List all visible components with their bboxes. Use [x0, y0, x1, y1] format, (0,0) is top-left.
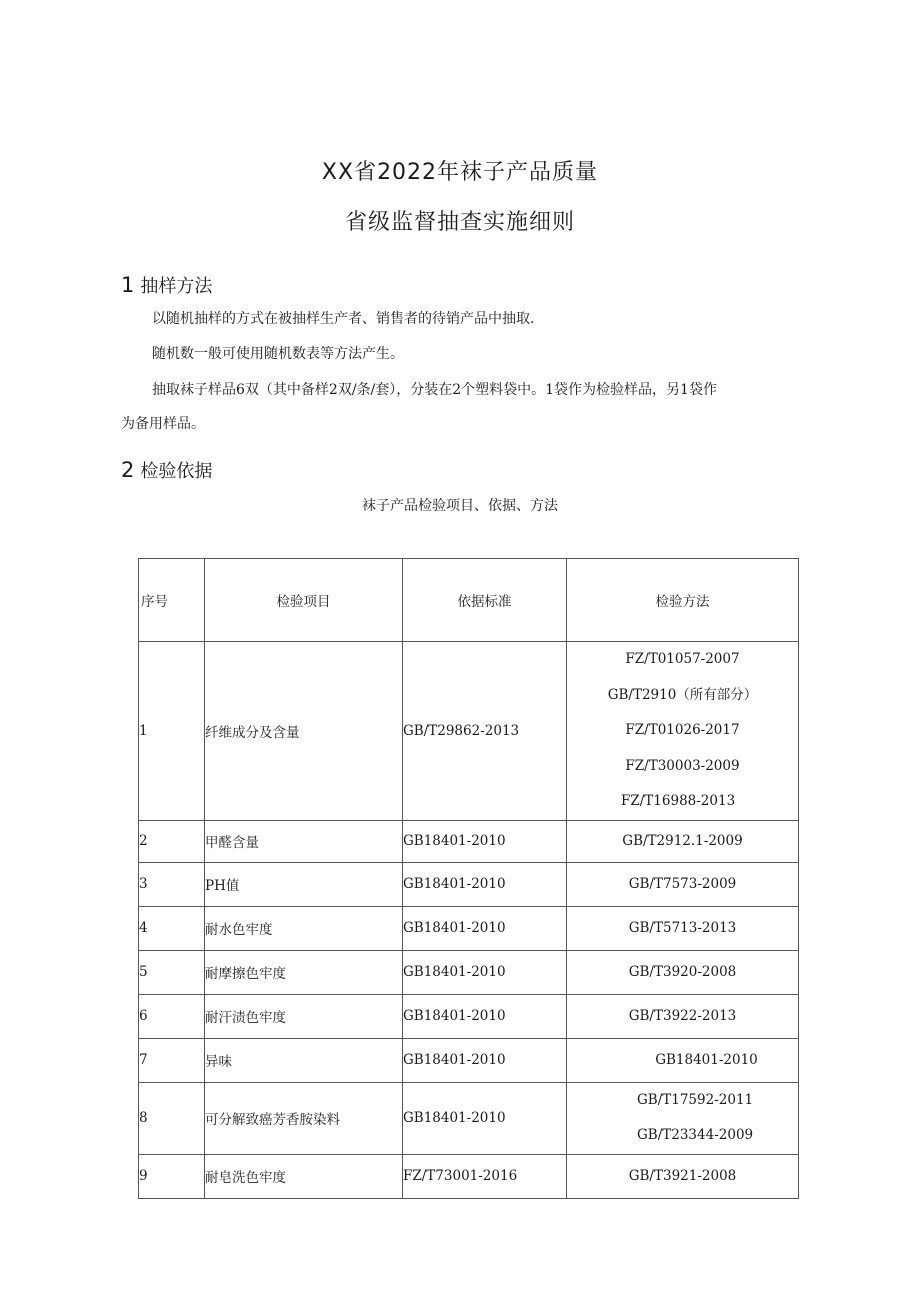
row-standard: GB/T29862-2013 [403, 642, 567, 821]
row-method: GB/T5713-2013 [567, 906, 799, 950]
row-item: 耐水色牢度 [205, 906, 403, 950]
section1-number: 1 [121, 273, 135, 297]
method-line: FZ/T01057-2007 [625, 651, 740, 667]
row-method: GB18401-2010 [567, 1038, 799, 1082]
row-seq: 1 [139, 642, 205, 821]
row-seq: 9 [139, 1154, 205, 1198]
method-line: FZ/T01026-2017 [625, 722, 740, 738]
table-row [139, 1082, 799, 1154]
row-method: GB/T3920-2008 [567, 950, 799, 994]
row-standard: GB18401-2010 [403, 950, 567, 994]
table-caption: 袜子产品检验项目、依据、方法 [362, 498, 558, 514]
row-standard: GB18401-2010 [403, 1038, 567, 1082]
method-line: FZ/T30003-2009 [625, 757, 740, 774]
row-seq: 3 [139, 862, 205, 906]
header-method: 检验方法 [567, 559, 799, 642]
table-row [139, 1154, 799, 1198]
method-line: GB/T17592-2011 [637, 1091, 754, 1108]
row-standard: GB18401-2010 [403, 820, 567, 862]
row-methods [567, 1082, 799, 1154]
row-item: 纤维成分及含量 [205, 642, 403, 821]
document-title-line2: 省级监督抽查实施细则 [344, 210, 575, 235]
row-seq: 7 [139, 1038, 205, 1082]
inspection-table [138, 558, 799, 1199]
row-method: GB/T2912.1-2009 [567, 820, 799, 862]
row-standard: GB18401-2010 [403, 906, 567, 950]
row-seq: 8 [139, 1082, 205, 1154]
row-method: GB/T7573-2009 [567, 862, 799, 906]
table-row [139, 820, 799, 862]
row-item: PH值 [205, 862, 403, 906]
method-line: GB/T23344-2009 [637, 1127, 754, 1143]
row-item: 耐摩擦色牢度 [205, 950, 403, 994]
row-standard: GB18401-2010 [403, 1082, 567, 1154]
section1-paragraph-3-continued: 为备用样品。 [121, 416, 205, 432]
section2-number: 2 [121, 458, 135, 482]
method-line: FZ/T16988-2013 [621, 793, 736, 809]
row-seq: 6 [139, 994, 205, 1038]
table-row [139, 994, 799, 1038]
row-item: 耐皂洗色牢度 [205, 1154, 403, 1198]
section1-heading [121, 272, 212, 298]
header-item: 检验项目 [205, 559, 403, 642]
section1-heading-text: 抽样方法 [140, 276, 213, 297]
row-method: GB/T3922-2013 [567, 994, 799, 1038]
row-standard: GB18401-2010 [403, 994, 567, 1038]
section1-paragraph-1: 以随机抽样的方式在被抽样生产者、销售者的待销产品中抽取. [152, 311, 535, 327]
header-seq: 序号 [139, 559, 205, 642]
row-standard: FZ/T73001-2016 [403, 1154, 567, 1198]
section2-heading [121, 457, 212, 483]
row-seq: 2 [139, 820, 205, 862]
table-header-row [139, 559, 799, 642]
document-title-line1: XX省2022年袜子产品质量 [321, 160, 599, 185]
row-seq: 4 [139, 906, 205, 950]
row-item: 异味 [205, 1038, 403, 1082]
header-standard: 依据标准 [403, 559, 567, 642]
section2-heading-text: 检验依据 [140, 461, 213, 482]
row-item: 耐汗渍色牢度 [205, 994, 403, 1038]
section1-paragraph-2: 随机数一般可使用随机数表等方法产生。 [152, 346, 404, 362]
row-method: GB/T3921-2008 [567, 1154, 799, 1198]
table-row [139, 906, 799, 950]
section1-paragraph-3: 抽取袜子样品6双（其中备样2双/条/套），分装在2个塑料袋中。1袋作为检验样品，另1袋作 [152, 382, 717, 398]
row-item: 可分解致癌芳香胺染料 [205, 1082, 403, 1154]
table-row [139, 642, 799, 821]
row-seq: 5 [139, 950, 205, 994]
table-row [139, 1038, 799, 1082]
row-item: 甲醛含量 [205, 820, 403, 862]
method-line: GB/T2910（所有部分） [607, 686, 758, 703]
table-row [139, 950, 799, 994]
table-row [139, 862, 799, 906]
row-standard: GB18401-2010 [403, 862, 567, 906]
row-methods [567, 642, 799, 821]
